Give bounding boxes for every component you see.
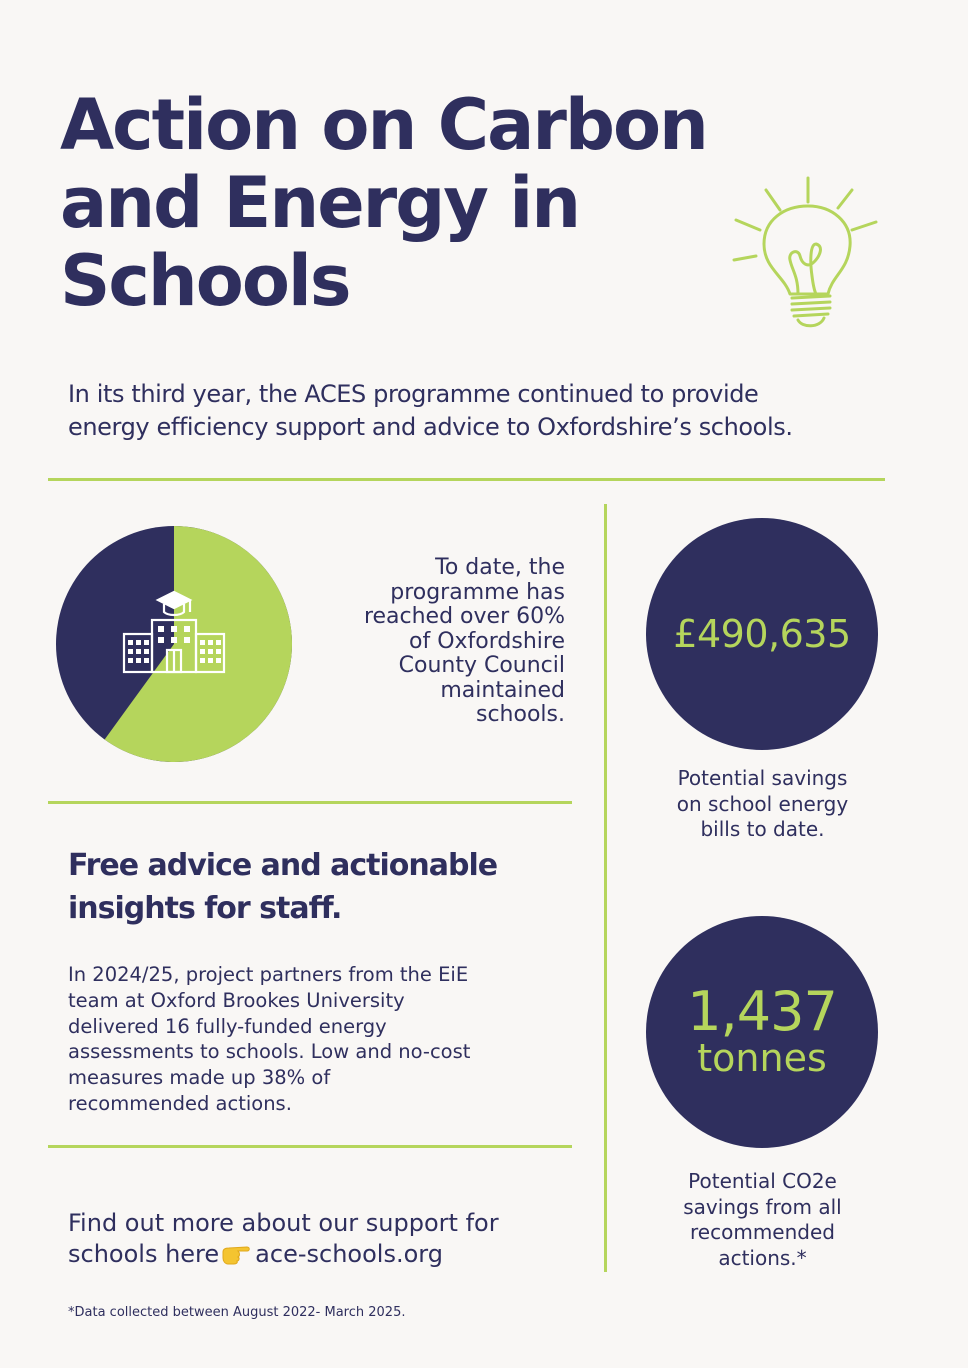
co2-unit: tonnes — [697, 1036, 827, 1080]
reach-line: To date, the — [435, 555, 565, 580]
savings-caption — [640, 766, 885, 843]
co2-caption-line: actions.* — [718, 1245, 807, 1270]
ace-schools-link[interactable]: ace-schools.org — [255, 1240, 443, 1268]
column-divider — [604, 504, 607, 1272]
reach-line: reached over 60% — [363, 604, 565, 629]
advice-heading — [68, 844, 568, 930]
intro-line-2: energy efficiency support and advice to Oxfordshire’s schools. — [68, 413, 793, 441]
reach-line: programme has — [390, 579, 565, 605]
cta-text — [68, 1208, 588, 1270]
left-divider-2 — [48, 1145, 572, 1148]
reach-pie-chart — [54, 524, 294, 764]
co2-caption-line: savings from all — [683, 1194, 842, 1219]
cta-line-1: Find out more about our support for — [68, 1209, 499, 1237]
savings-caption-line: on school energy — [676, 791, 849, 816]
co2-circle — [646, 916, 878, 1148]
savings-value: £490,635 — [673, 612, 851, 656]
co2-caption-line: recommended — [690, 1220, 835, 1244]
reach-line: maintained — [440, 677, 565, 703]
cta-prefix: schools here — [68, 1240, 220, 1268]
title-line-3: Schools — [60, 240, 350, 322]
page-title — [60, 86, 820, 320]
advice-body-line: team at Oxford Brookes University — [68, 988, 405, 1012]
advice-body-line: delivered 16 fully-funded energy — [68, 1014, 387, 1038]
advice-body — [68, 962, 568, 1117]
pointing-hand-icon — [221, 1243, 251, 1265]
lightbulb-icon — [728, 176, 880, 344]
advice-body-line: measures made up 38% of — [68, 1066, 331, 1090]
cta-line-2 — [68, 1239, 588, 1270]
advice-body-line: In 2024/25, project partners from the EiE — [68, 963, 469, 986]
advice-heading-line: Free advice and actionable — [68, 848, 498, 883]
co2-caption — [640, 1169, 885, 1271]
advice-body-line: assessments to schools. Low and no-cost — [68, 1040, 471, 1064]
savings-caption-line: bills to date. — [700, 817, 825, 841]
advice-body-line: recommended actions. — [68, 1091, 292, 1115]
savings-caption-line: Potential savings — [677, 766, 848, 790]
co2-caption-line: Potential CO2e — [688, 1169, 837, 1193]
reach-line: of Oxfordshire — [409, 628, 565, 654]
left-divider-1 — [48, 801, 572, 804]
reach-line: schools. — [476, 702, 565, 727]
top-divider — [48, 478, 885, 481]
intro-line-1: In its third year, the ACES programme continued to provide — [68, 380, 759, 408]
reach-line: County Council — [398, 653, 565, 678]
co2-value: 1,437 — [687, 980, 837, 1043]
intro-text — [68, 378, 898, 444]
footnote: *Data collected between August 2022- March 2025. — [68, 1305, 406, 1320]
savings-circle — [646, 518, 878, 750]
title-line-1: Action on Carbon — [60, 84, 707, 166]
reach-text — [300, 556, 565, 728]
advice-heading-line: insights for staff. — [68, 891, 342, 926]
title-line-2: and Energy in — [60, 162, 580, 244]
